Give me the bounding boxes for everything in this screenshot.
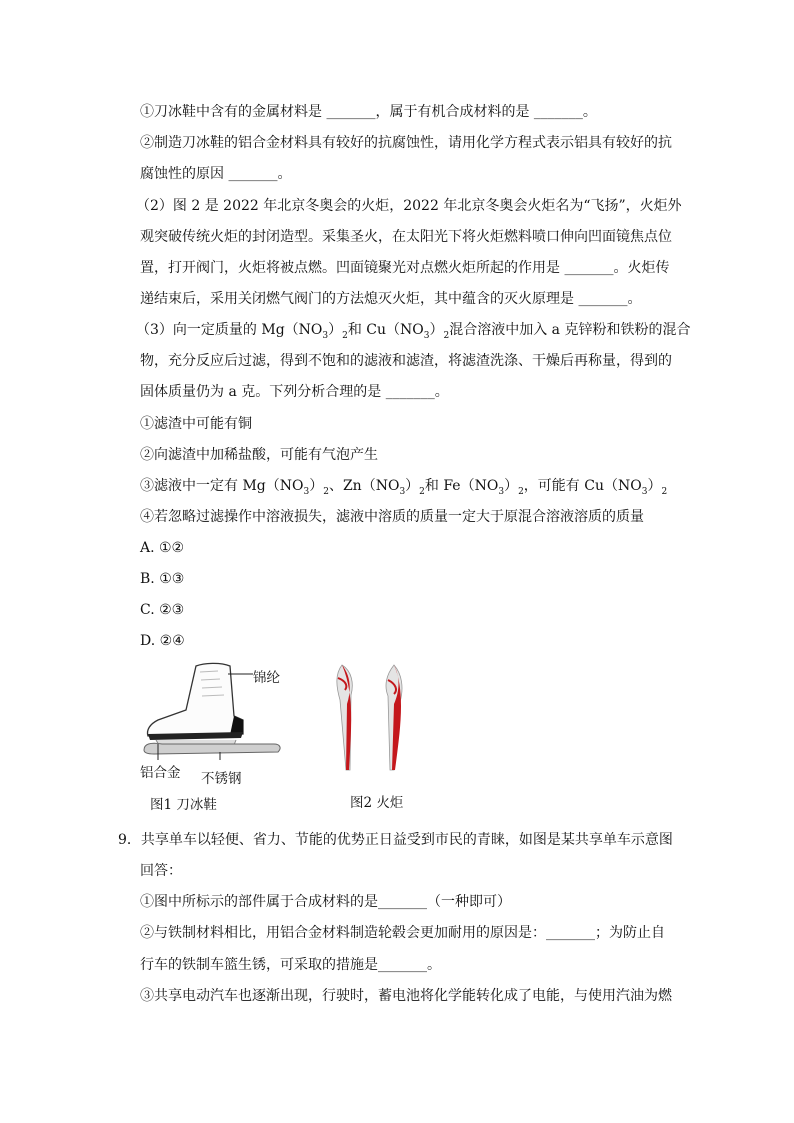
- q8-sub2-line4: 递结束后，采用关闭燃气阀门的方法熄灭火炬，其中蕴含的灭火原理是 _______。: [140, 291, 642, 307]
- q9-item1: ①图中所标示的部件属于合成材料的是_______（一种即可）: [140, 894, 511, 910]
- q9-item2-line2: 行车的铁制车篮生锈，可采取的措施是_______。: [140, 957, 441, 973]
- label-aluminum-alloy: 铝合金: [140, 765, 181, 781]
- q8-sub2-line2: 观突破传统火炬的封闭造型。采集圣火，在太阳光下将火炬燃料喷口伸向凹面镜焦点位: [140, 229, 672, 245]
- q8-sub3-line1: （3）向一定质量的 $Mg(NO_3)_2$和 $Cu(NO_3)_2$混合溶液中加入 a 克锌粉和铁粉的混合: [136, 322, 691, 341]
- figure-1-caption: 图1 刀冰鞋: [150, 797, 217, 813]
- q8-option-d: D. ②④: [140, 633, 185, 649]
- q9-item2-line1: ②与铁制材料相比，用铝合金材料制造轮毂会更加耐用的原因是：_______；为防止自: [140, 925, 665, 941]
- q8-sub3-line2: 物，充分反应后过滤，得到不饱和的滤液和滤渣，将滤渣洗涤、干燥后再称量，得到的: [140, 353, 672, 369]
- q8-sub1-item2-line2: 腐蚀性的原因 _______。: [140, 166, 292, 182]
- q8-statement-3: ③滤液中一定有 $Mg(NO_3)_2$、$Zn(NO_3)_2$和 $Fe(NO_3)_2$，可能有 $Cu(NO_3)_2$: [140, 478, 668, 497]
- q8-sub2-line1: （2）图 2 是 2022 年北京冬奥会的火炬，2022 年北京冬奥会火炬名为“飞扬”，火炬外: [136, 198, 682, 214]
- q8-option-c: C. ②③: [140, 602, 185, 618]
- label-stainless-steel: 不锈钢: [201, 771, 242, 787]
- q8-statement-2: ②向滤渣中加稀盐酸，可能有气泡产生: [140, 447, 378, 463]
- q8-sub2-line3: 置，打开阀门，火炬将被点燃。凹面镜聚光对点燃火炬所起的作用是 _______。火炬传: [140, 260, 670, 276]
- torch-illustration: [330, 660, 420, 778]
- q8-sub1-item1: ①刀冰鞋中含有的金属材料是 _______，属于有机合成材料的是 _______。: [140, 104, 597, 120]
- q8-statement-1: ①滤渣中可能有铜: [140, 416, 252, 432]
- figure-2-caption: 图2 火炬: [350, 795, 404, 811]
- q8-statement-4: ④若忽略过滤操作中溶液损失，滤液中溶质的质量一定大于原混合溶液溶质的质量: [140, 509, 644, 525]
- q8-sub3-line3: 固体质量仍为 a 克。下列分析合理的是 _______。: [140, 384, 449, 400]
- q9-stem-line1: 9．共享单车以轻便、省力、节能的优势正日益受到市民的青睐，如图是某共享单车示意图: [118, 832, 673, 848]
- q8-option-a: A. ①②: [140, 540, 185, 556]
- q8-sub1-item2-line1: ②制造刀冰鞋的铝合金材料具有较好的抗腐蚀性，请用化学方程式表示铝具有较好的抗: [140, 135, 672, 151]
- q9-item3-line1: ③共享电动汽车也逐渐出现，行驶时，蓄电池将化学能转化成了电能，与使用汽油为燃: [140, 988, 672, 1004]
- q8-option-b: B. ①③: [140, 571, 185, 587]
- q9-stem-line2: 回答：: [140, 863, 182, 879]
- label-nylon: 锦纶: [253, 670, 280, 686]
